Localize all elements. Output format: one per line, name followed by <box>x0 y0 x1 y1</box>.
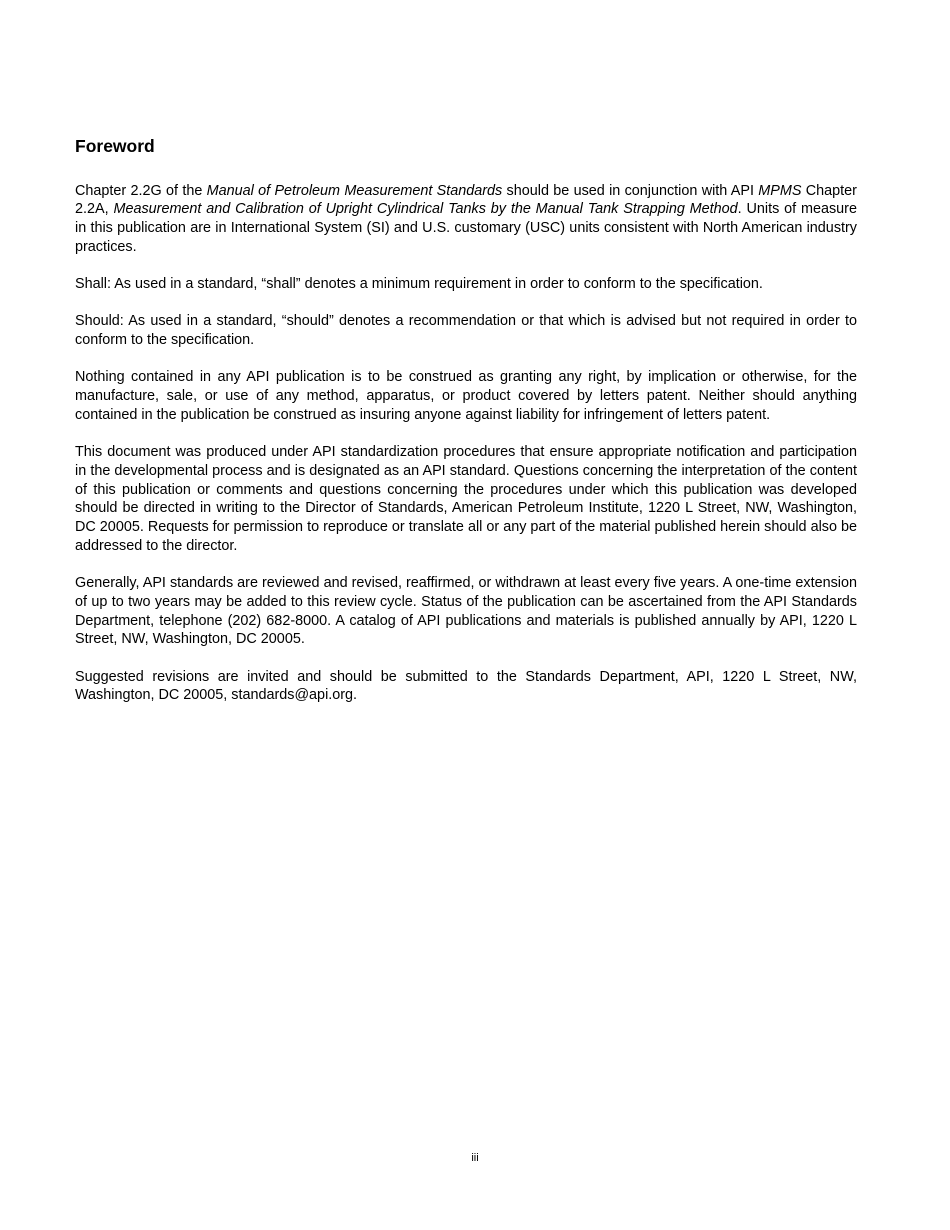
foreword-body <box>75 182 857 724</box>
paragraph-should: Should: As used in a standard, “should” denotes a recommendation or that which is advised but not required in order to conform to the specification. <box>75 313 857 349</box>
intro-text-3: Chapter 2.2A, <box>75 182 857 218</box>
intro-title-mpms: MPMS <box>758 182 802 199</box>
paragraph-revisions: Suggested revisions are invited and should be submitted to the Standards Department, API, 1220 L Street, NW, Washington, DC 20005, standards@api.org. <box>75 668 857 704</box>
page-number: iii <box>471 1152 479 1164</box>
paragraph-review: Generally, API standards are reviewed and revised, reaffirmed, or withdrawn at least every five years. A one-time extension of up to two years may be added to this review cycle. Status of the publication can be ascertained from the API Standards Department, telephone (202) 682-8000. A catalog of API publications and materials is published annually by API, 1220 L Street, NW, Washington, DC 20005. <box>75 575 857 648</box>
paragraph-procedures: This document was produced under API standardization procedures that ensure appropriate notification and participation in the developmental process and is designated as an API standard. Questions concerning the interpretation of the content of this publication or comments and questions concerning the procedures under which this publication was developed should be directed in writing to the Director of Standards, American Petroleum Institute, 1220 L Street, NW, Washington, DC 20005. Requests for permission to reproduce or translate all or any part of the material published herein should also be addressed to the director. <box>75 444 857 554</box>
intro-text-2: should be used in conjunction with API <box>502 182 759 199</box>
intro-text-4: . Units of measure in this publication are in International System (SI) and U.S. customary (USC) units consistent with North American industry practices. <box>75 201 857 255</box>
paragraph-shall: Shall: As used in a standard, “shall” denotes a minimum requirement in order to conform to the specification. <box>75 276 763 292</box>
intro-text-1: Chapter 2.2G of the <box>75 182 207 199</box>
paragraph-patent: Nothing contained in any API publication is to be construed as granting any right, by implication or otherwise, for the manufacture, sale, or use of any method, apparatus, or product covered by letters patent. Neither should anything contained in the publication be construed as insuring anyone against liability for infringement of letters patent. <box>75 369 857 423</box>
section-heading: Foreword <box>75 136 155 156</box>
paragraph-intro <box>75 182 857 257</box>
intro-title-chapter: Measurement and Calibration of Upright Cylindrical Tanks by the Manual Tank Strapping Method <box>113 201 738 218</box>
intro-title-manual: Manual of Petroleum Measurement Standards <box>206 182 503 199</box>
